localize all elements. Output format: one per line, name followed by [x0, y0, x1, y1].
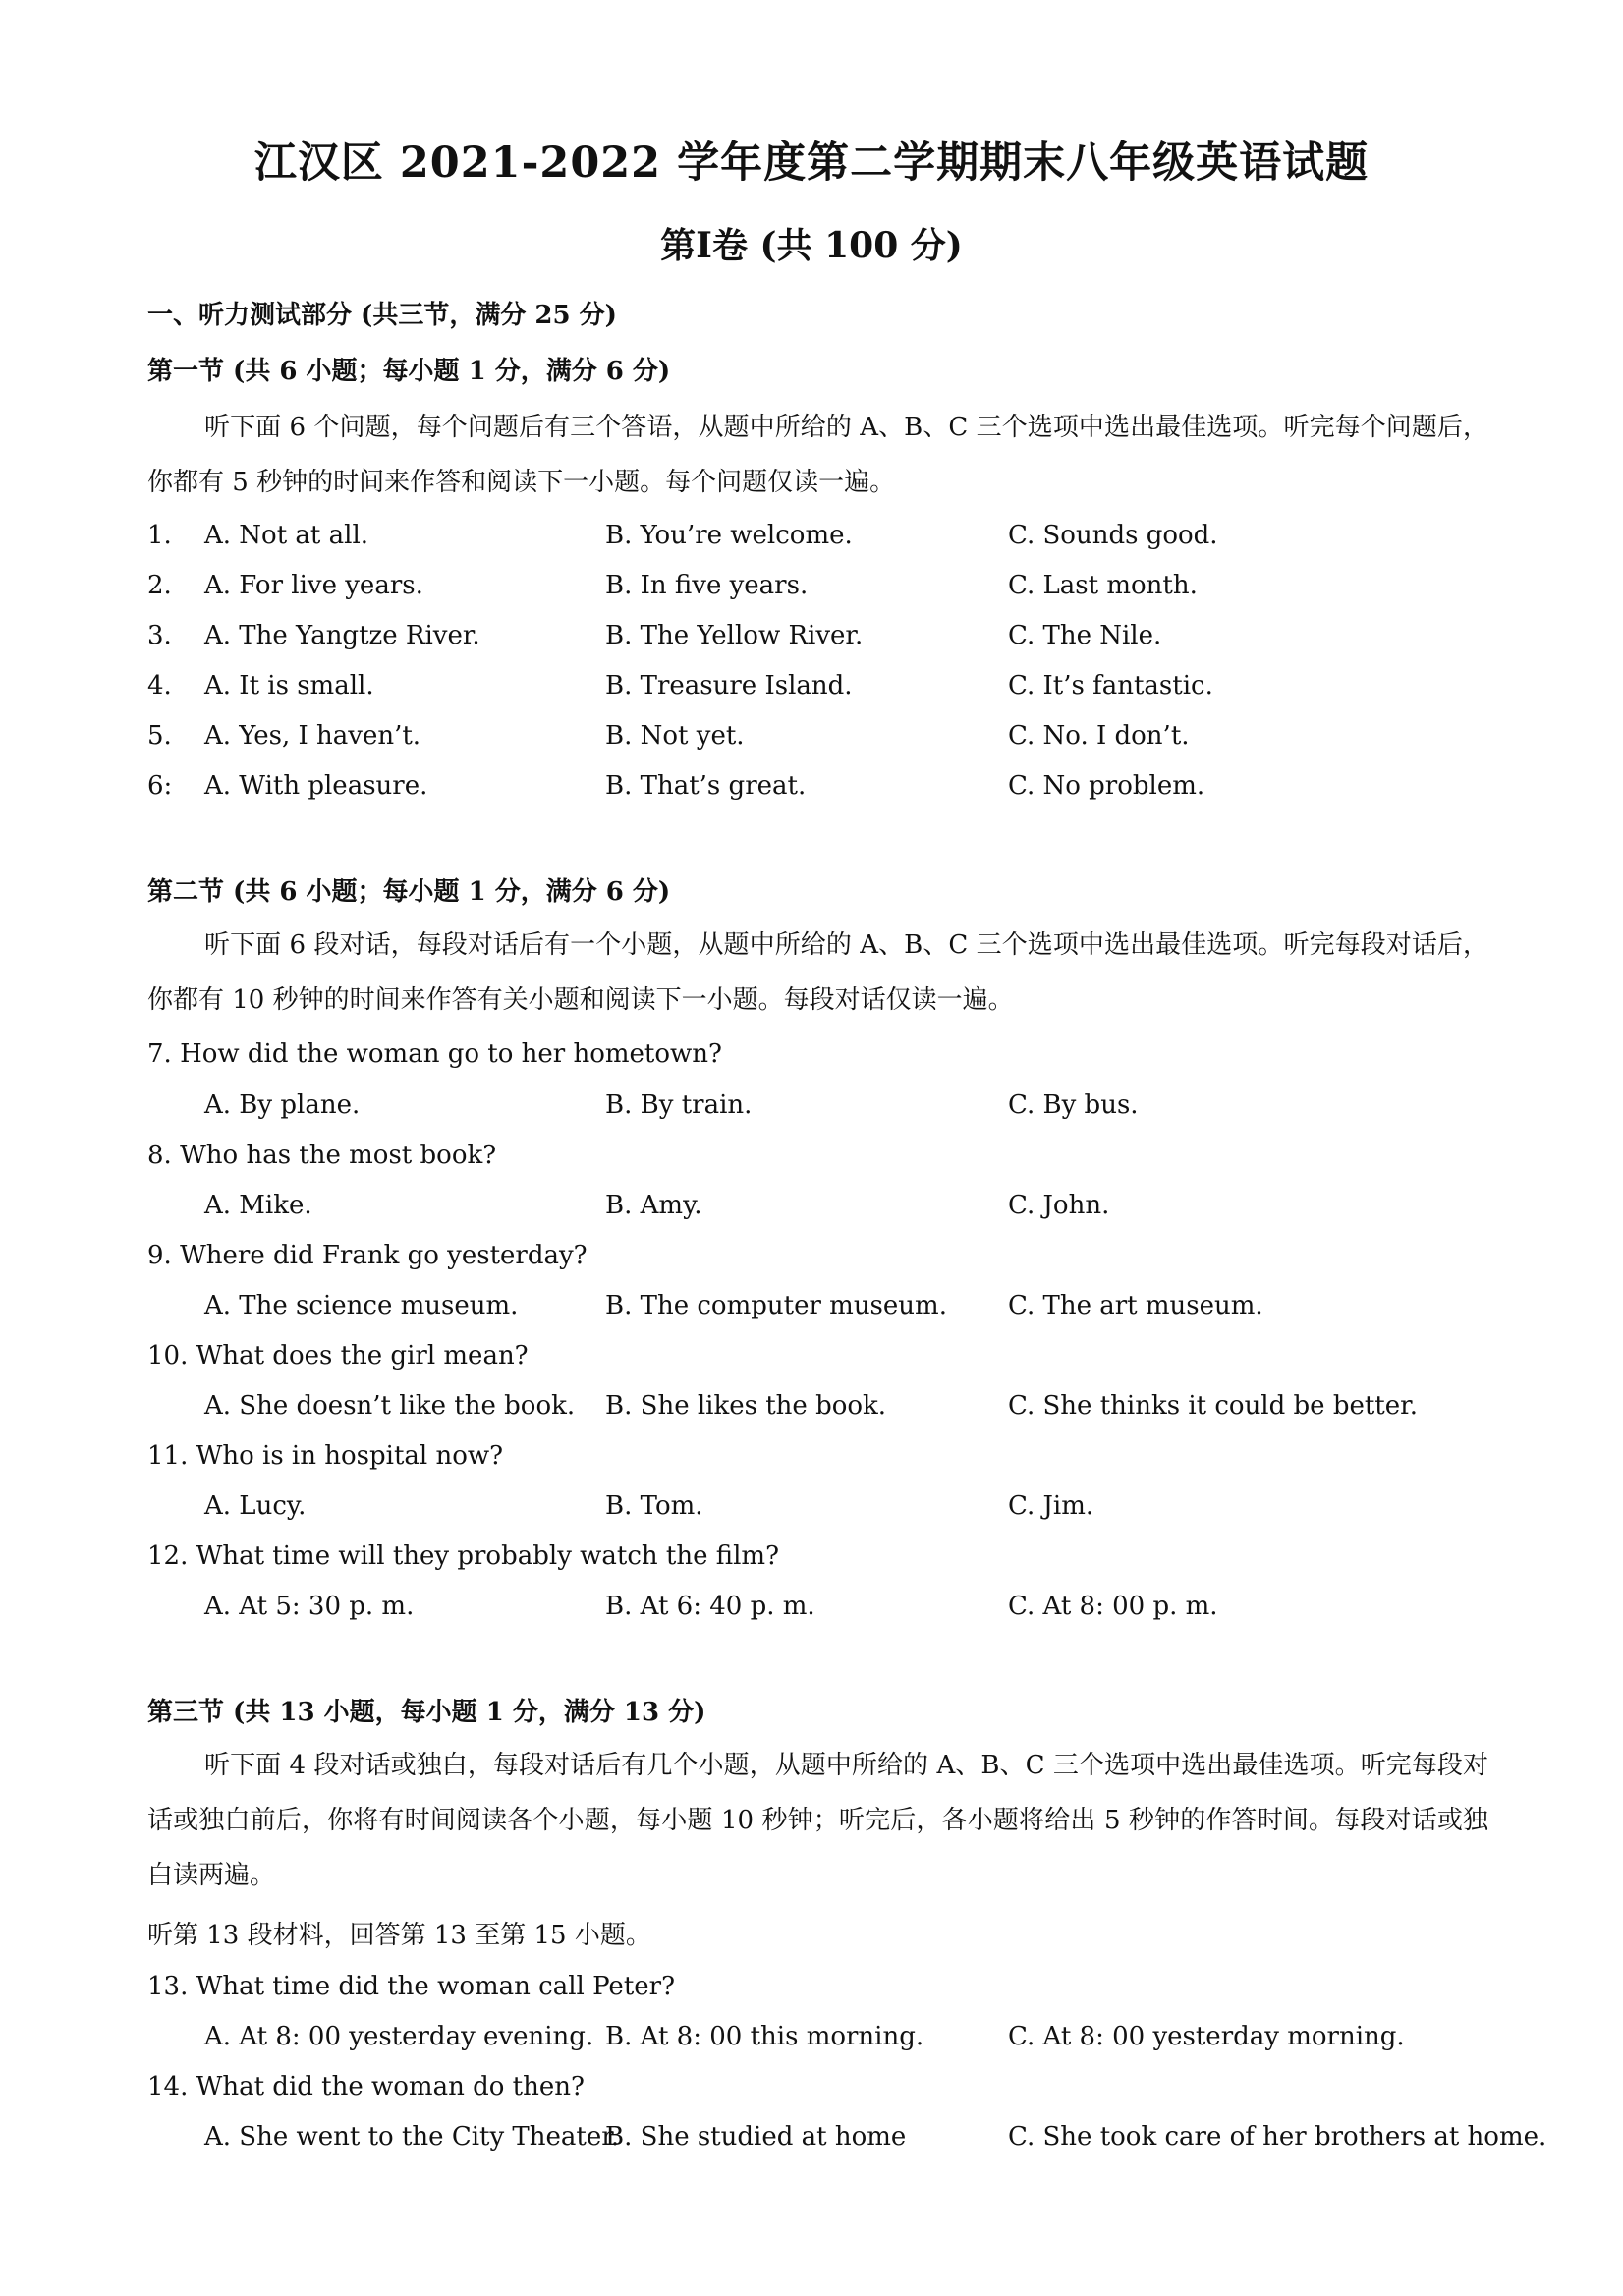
- section1-instructions: 听下面 6 个问题，每个问题后有三个答语，从题中所给的 A、B、C 三个选项中选出最佳选项。听完每个问题后，你都有 5 秒钟的时间来作答和阅读下一小题。每个问题仅读一遍。: [147, 413, 1488, 497]
- option-c: C. No. I don’t.: [1008, 721, 1190, 751]
- option-b: B. Treasure Island.: [605, 671, 853, 700]
- question-stem: 7. How did the woman go to her hometown?: [147, 1039, 722, 1069]
- option-a: A. The science museum.: [204, 1291, 519, 1320]
- options-row: [147, 1592, 1493, 1631]
- question-stem: 13. What time did the woman call Peter?: [147, 1972, 676, 2001]
- section2-instructions: 听下面 6 段对话，每段对话后有一个小题，从题中所给的 A、B、C 三个选项中选出最佳选项。听完每段对话后，你都有 10 秒钟的时间来作答有关小题和阅读下一小题。每段对话仅读一遍。: [147, 930, 1488, 1015]
- option-a: A. It is small.: [204, 671, 374, 700]
- option-b: B. That’s great.: [605, 771, 807, 801]
- question-row: [147, 571, 1493, 610]
- option-c: C. She took care of her brothers at home.: [1008, 2122, 1547, 2152]
- option-a: A. Not at all.: [204, 521, 369, 550]
- part1-heading: 一、听力测试部分 (共三节，满分 25 分): [147, 301, 617, 330]
- option-a: A. By plane.: [204, 1091, 361, 1120]
- option-a: A. She went to the City Theater.: [204, 2122, 620, 2152]
- question-row: [147, 621, 1493, 660]
- option-a: A. At 8: 00 yesterday evening.: [204, 2022, 594, 2051]
- option-a: A. Mike.: [204, 1191, 312, 1220]
- question-number: 4.: [147, 671, 172, 700]
- option-b: B. She studied at home: [605, 2122, 907, 2152]
- option-b: B. By train.: [605, 1091, 753, 1120]
- question-number: 2.: [147, 571, 172, 600]
- option-b: B. The Yellow River.: [605, 621, 864, 650]
- question-number: 5.: [147, 721, 172, 751]
- options-row: [147, 1091, 1493, 1130]
- option-c: C. Sounds good.: [1008, 521, 1218, 550]
- options-row: [147, 2022, 1493, 2061]
- option-a: A. For live years.: [204, 571, 423, 600]
- option-c: C. At 8: 00 yesterday morning.: [1008, 2022, 1405, 2051]
- option-a: A. With pleasure.: [204, 771, 428, 801]
- material-note: 听第 13 段材料，回答第 13 至第 15 小题。: [147, 1921, 651, 1950]
- section2-heading: 第二节 (共 6 小题；每小题 1 分，满分 6 分): [147, 877, 671, 907]
- question-row: [147, 721, 1493, 760]
- option-c: C. No problem.: [1008, 771, 1205, 801]
- option-c: C. The Nile.: [1008, 621, 1162, 650]
- question-row: [147, 671, 1493, 710]
- option-b: B. At 8: 00 this morning.: [605, 2022, 924, 2051]
- option-c: C. Last month.: [1008, 571, 1198, 600]
- question-stem: 9. Where did Frank go yesterday?: [147, 1241, 588, 1270]
- option-c: C. It’s fantastic.: [1008, 671, 1213, 700]
- options-row: [147, 2122, 1547, 2161]
- option-b: B. Amy.: [605, 1191, 702, 1220]
- question-stem: 14. What did the woman do then?: [147, 2072, 585, 2101]
- option-c: C. Jim.: [1008, 1491, 1094, 1521]
- option-c: C. The art museum.: [1008, 1291, 1263, 1320]
- option-c: C. She thinks it could be better.: [1008, 1391, 1418, 1421]
- option-a: A. Yes, I haven’t.: [204, 721, 421, 751]
- option-a: A. The Yangtze River.: [204, 621, 480, 650]
- volume-subtitle: 第Ⅰ卷 (共 100 分): [660, 225, 963, 266]
- section1-heading: 第一节 (共 6 小题；每小题 1 分，满分 6 分): [147, 357, 671, 386]
- option-b: B. You’re welcome.: [605, 521, 853, 550]
- section3-heading: 第三节 (共 13 小题，每小题 1 分，满分 13 分): [147, 1698, 706, 1727]
- question-number: 1.: [147, 521, 172, 550]
- option-a: A. She doesn’t like the book.: [204, 1391, 576, 1421]
- exam-title: 江汉区 2021-2022 学年度第二学期期末八年级英语试题: [253, 139, 1370, 188]
- section3-instructions: 听下面 4 段对话或独白，每段对话后有几个小题，从题中所给的 A、B、C 三个选项中选出最佳选项。听完每段对话或独白前后，你将有时间阅读各个小题，每小题 10 秒钟；听完后，各小题将给出 5 秒钟的作答时间。每段对话或独白读两遍。: [147, 1751, 1488, 1890]
- options-row: [147, 1191, 1493, 1230]
- option-b: B. Not yet.: [605, 721, 745, 751]
- options-row: [147, 1491, 1493, 1531]
- option-c: C. By bus.: [1008, 1091, 1139, 1120]
- question-stem: 11. Who is in hospital now?: [147, 1441, 504, 1471]
- option-b: B. The computer museum.: [605, 1291, 947, 1320]
- question-stem: 12. What time will they probably watch the film?: [147, 1541, 780, 1571]
- options-row: [147, 1391, 1493, 1430]
- options-row: [147, 1291, 1493, 1330]
- option-a: A. At 5: 30 p. m.: [204, 1592, 415, 1621]
- question-number: 3.: [147, 621, 172, 650]
- option-c: C. John.: [1008, 1191, 1110, 1220]
- option-c: C. At 8: 00 p. m.: [1008, 1592, 1218, 1621]
- option-b: B. Tom.: [605, 1491, 703, 1521]
- option-b: B. She likes the book.: [605, 1391, 887, 1421]
- question-number: 6:: [147, 771, 173, 801]
- question-stem: 10. What does the girl mean?: [147, 1341, 529, 1371]
- option-b: B. In five years.: [605, 571, 809, 600]
- question-row: [147, 521, 1493, 560]
- option-a: A. Lucy.: [204, 1491, 307, 1521]
- option-b: B. At 6: 40 p. m.: [605, 1592, 815, 1621]
- question-stem: 8. Who has the most book?: [147, 1141, 497, 1170]
- question-row: [147, 771, 1493, 811]
